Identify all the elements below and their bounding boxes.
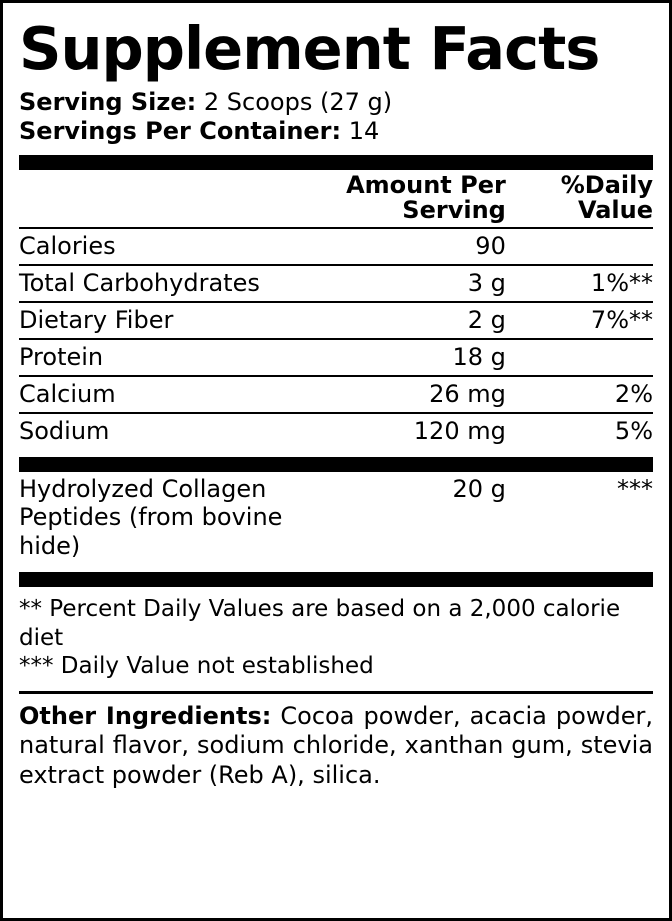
other-ingredients-value: Cocoa powder, acacia powder, natural flavor, sodium chloride, xanthan gum, stevia extract powder (Reb A), silica. bbox=[19, 702, 653, 789]
table-row bbox=[19, 228, 653, 265]
header-dv-line2: Value bbox=[577, 195, 653, 224]
ingredient-amount: 20 g bbox=[452, 474, 506, 503]
nutrient-name: Protein bbox=[19, 339, 311, 376]
other-ingredients-label: Other Ingredients: bbox=[19, 702, 272, 731]
proprietary-blend-table bbox=[19, 472, 653, 564]
servings-per-container-label: Servings Per Container: bbox=[19, 117, 342, 146]
page-title: Supplement Facts bbox=[19, 14, 600, 83]
nutrient-daily-value: 1%** bbox=[520, 265, 653, 302]
serving-size-label: Serving Size: bbox=[19, 88, 197, 116]
serving-size-line bbox=[19, 88, 653, 117]
nutrient-amount: 3 g bbox=[311, 265, 520, 302]
table-row bbox=[19, 339, 653, 376]
header-dv-line1: %Daily bbox=[560, 170, 653, 199]
nutrient-name: Total Carbohydrates bbox=[19, 265, 311, 302]
nutrient-name: Dietary Fiber bbox=[19, 302, 311, 339]
table-header-row bbox=[19, 170, 653, 228]
table-row bbox=[19, 376, 653, 413]
nutrient-daily-value: 5% bbox=[614, 416, 653, 445]
nutrient-daily-value bbox=[520, 339, 653, 376]
header-daily-value bbox=[520, 170, 653, 228]
nutrient-daily-value bbox=[520, 228, 653, 265]
ingredient-name-line1: Hydrolyzed Collagen bbox=[19, 474, 267, 503]
footnote-dv-not-established: *** Daily Value not established bbox=[19, 653, 374, 680]
nutrient-name: Sodium bbox=[19, 416, 110, 445]
header-amount-line1: Amount Per bbox=[346, 170, 506, 199]
footnote-divider-bar bbox=[19, 572, 653, 587]
nutrient-amount: 120 mg bbox=[413, 416, 506, 445]
servings-per-container-line bbox=[19, 117, 653, 146]
ingredient-name-line2: Peptides (from bovine hide) bbox=[19, 503, 283, 560]
footnotes bbox=[19, 587, 653, 681]
table-row bbox=[19, 413, 653, 449]
servings-per-container-value: 14 bbox=[348, 117, 380, 146]
nutrient-daily-value: 7%** bbox=[520, 302, 653, 339]
nutrient-amount: 18 g bbox=[311, 339, 520, 376]
serving-size-value: 2 Scoops (27 g) bbox=[203, 88, 393, 116]
nutrient-daily-value: 2% bbox=[520, 376, 653, 413]
header-amount-per-serving bbox=[311, 170, 520, 228]
nutrient-amount: 26 mg bbox=[311, 376, 520, 413]
nutrient-amount: 90 bbox=[311, 228, 520, 265]
proprietary-divider-bar bbox=[19, 457, 653, 472]
footnote-daily-values: ** Percent Daily Values are based on a 2,000 calorie diet bbox=[19, 595, 621, 651]
nutrition-table bbox=[19, 170, 653, 449]
header-amount-line2: Serving bbox=[402, 195, 506, 224]
table-row bbox=[19, 472, 653, 564]
header-nutrient bbox=[19, 170, 311, 228]
table-row bbox=[19, 265, 653, 302]
nutrient-amount: 2 g bbox=[311, 302, 520, 339]
top-divider-bar bbox=[19, 155, 653, 170]
ingredient-daily-value: *** bbox=[617, 474, 653, 503]
table-row bbox=[19, 302, 653, 339]
nutrient-name: Calories bbox=[19, 228, 311, 265]
ingredient-name bbox=[19, 472, 311, 564]
other-ingredients bbox=[19, 694, 653, 790]
nutrient-name: Calcium bbox=[19, 376, 311, 413]
